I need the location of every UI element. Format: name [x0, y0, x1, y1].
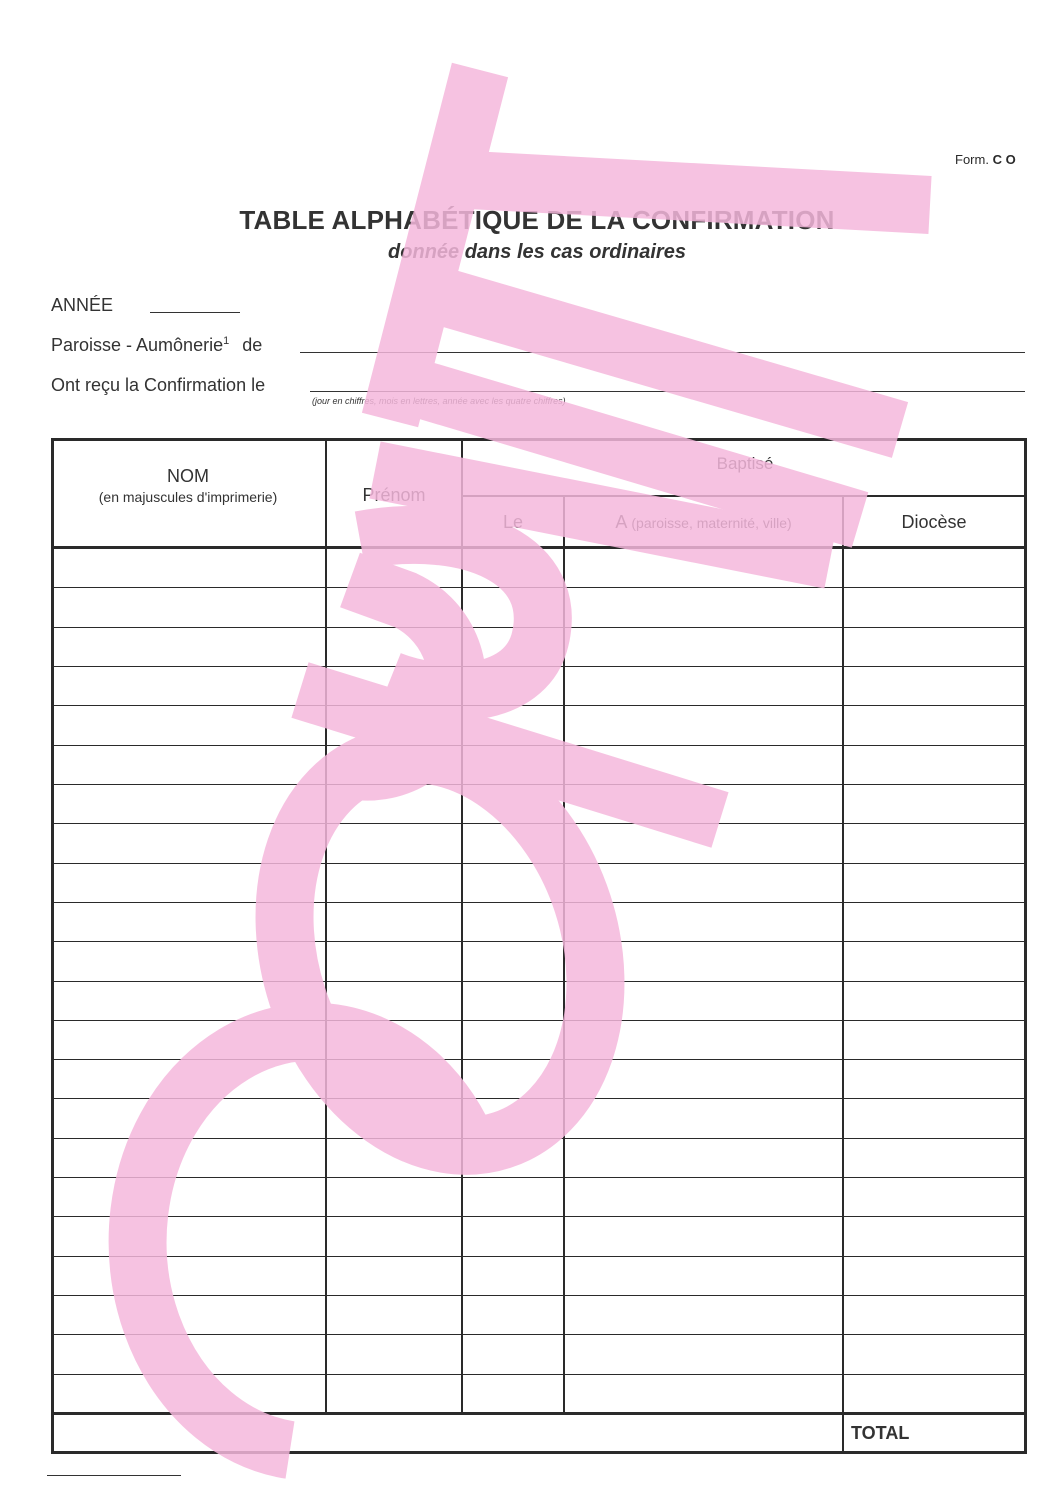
col-nom-header: NOM: [167, 466, 209, 486]
col-le-header: Le: [502, 512, 524, 532]
table-row-line: [51, 1216, 1027, 1217]
table-row-line: [51, 1295, 1027, 1296]
table-row-line: [51, 1059, 1027, 1060]
col-a-header: A (paroisse, maternité, ville): [615, 512, 792, 532]
table-row-line: [51, 823, 1027, 824]
table-row-line: [51, 981, 1027, 982]
table-row-line: [51, 1177, 1027, 1178]
page-subtitle: donnée dans les cas ordinaires: [388, 241, 686, 263]
table-row-line: [51, 1256, 1027, 1257]
table-row-line: [51, 1098, 1027, 1099]
total-label: TOTAL: [851, 1423, 910, 1443]
annee-label: ANNÉE: [51, 295, 114, 315]
table-row-line: [51, 1138, 1027, 1139]
footnote-rule: [47, 1475, 181, 1476]
col-baptise-header: Baptisé: [716, 454, 774, 473]
table-row-line: [51, 941, 1027, 942]
table-row-line: [51, 627, 1027, 628]
annee-field[interactable]: [150, 312, 240, 313]
page-title: TABLE ALPHABÉTIQUE DE LA CONFIRMATION: [239, 205, 835, 235]
table-row-line: [51, 1020, 1027, 1021]
table-row-line: [51, 902, 1027, 903]
confirmation-date-field[interactable]: [310, 391, 1025, 392]
table-row-line: [51, 666, 1027, 667]
paroisse-field[interactable]: [300, 352, 1025, 353]
col-diocese-header: Diocèse: [901, 512, 967, 532]
date-hint: (jour en chiffres, mois en lettres, année avec les quatre chiffres): [312, 396, 566, 406]
table-row-line: [51, 1374, 1027, 1375]
table-row-line: [51, 863, 1027, 864]
table-row-line: [51, 745, 1027, 746]
table-row-line: [51, 784, 1027, 785]
paroisse-label: Paroisse - Aumônerie$^1$ de: [51, 335, 263, 355]
confirmation-date-label: Ont reçu la Confirmation le: [51, 375, 266, 395]
col-nom-subheader: (en majuscules d'imprimerie): [98, 489, 278, 505]
table-row-line: [51, 587, 1027, 588]
table-row-line: [51, 705, 1027, 706]
col-prenom-header: Prénom: [362, 485, 426, 505]
table-row-line: [51, 1334, 1027, 1335]
form-code: Form. C O: [955, 152, 1016, 167]
confirmation-table: [51, 438, 1027, 1454]
